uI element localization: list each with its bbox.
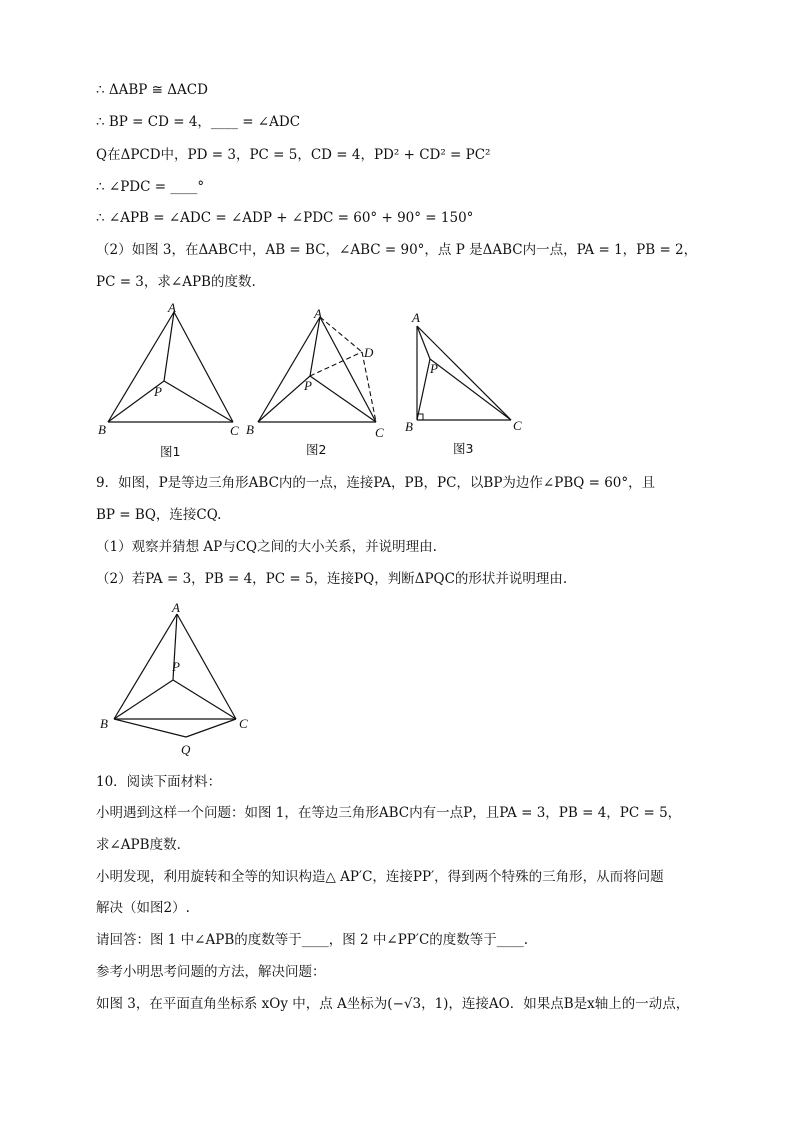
q9-line-2: BP = BQ，连接CQ. xyxy=(96,507,222,523)
fig3-label-b: B xyxy=(405,419,413,434)
fig1-label-p: P xyxy=(154,384,162,399)
q9-line-4: （2）若PA = 3，PB = 4，PC = 5，连接PQ，判断ΔPQC的形状并说明理由. xyxy=(96,571,568,587)
q9-label-b: B xyxy=(100,716,108,731)
fig1-label-b: B xyxy=(98,422,106,437)
figure-2 xyxy=(246,306,384,457)
fig3-label-c: C xyxy=(513,418,522,433)
q10-line-4: 小明发现，利用旋转和全等的知识构造△ AP′C，连接PP′，得到两个特殊的三角形，从而将问题 xyxy=(96,869,664,885)
q10-line-8: 如图 3，在平面直角坐标系 xOy 中，点 A坐标为(−√3，1)，连接AO．如果点B是x轴上的一动点， xyxy=(96,996,690,1012)
fig3-label-a: A xyxy=(412,310,420,325)
q9-figure xyxy=(96,598,266,760)
q9-line-1: 9．如图，P是等边三角形ABC内的一点，连接PA，PB，PC，以BP为边作∠PBQ = 60°，且 xyxy=(96,475,656,491)
q10-line-5: 解决（如图2）. xyxy=(96,900,190,916)
q9-label-a: A xyxy=(172,600,180,615)
fig3-label-p: P xyxy=(430,361,438,376)
proof-line-1: ∴ ΔABP ≅ ΔACD xyxy=(96,82,208,98)
fig1-label-a: A xyxy=(168,300,176,315)
figures-row xyxy=(96,300,536,462)
fig2-caption: 图2 xyxy=(306,442,327,457)
figure-3 xyxy=(405,310,522,456)
fig2-label-c: C xyxy=(375,425,384,440)
q9-label-p: P xyxy=(172,659,180,674)
proof-line-4: ∴ ∠PDC = ____° xyxy=(96,179,205,195)
fig2-label-a: A xyxy=(314,306,322,321)
q10-line-2: 小明遇到这样一个问题：如图 1，在等边三角形ABC内有一点P，且PA = 3，PB = 4，PC = 5， xyxy=(96,805,682,821)
q10-line-3: 求∠APB度数. xyxy=(96,837,181,853)
proof-line-2: ∴ BP = CD = 4，____ = ∠ADC xyxy=(96,114,301,130)
part2-line-1: （2）如图 3，在ΔABC中，AB = BC，∠ABC = 90°，点 P 是ΔABC内一点，PA = 1，PB = 2， xyxy=(96,242,698,258)
q9-line-3: （1）观察并猜想 AP与CQ之间的大小关系，并说明理由. xyxy=(96,539,437,555)
proof-line-3: Q在ΔPCD中，PD = 3，PC = 5，CD = 4，PD² + CD² = PC² xyxy=(96,147,491,163)
q10-line-7: 参考小明思考问题的方法，解决问题： xyxy=(96,964,326,980)
q10-line-1: 10．阅读下面材料： xyxy=(96,774,222,790)
fig1-caption: 图1 xyxy=(160,444,181,459)
proof-line-5: ∴ ∠APB = ∠ADC = ∠ADP + ∠PDC = 60° + 90° = 150° xyxy=(96,210,474,226)
fig2-label-d: D xyxy=(364,345,374,360)
part2-line-2: PC = 3，求∠APB的度数. xyxy=(96,274,256,290)
q10-line-6: 请回答：图 1 中∠APB的度数等于____，图 2 中∠PP′C的度数等于____. xyxy=(96,932,529,948)
fig2-label-p: P xyxy=(304,378,312,393)
fig3-caption: 图3 xyxy=(453,441,474,456)
fig2-label-b: B xyxy=(246,422,254,437)
q9-label-q: Q xyxy=(181,742,191,757)
figure-1 xyxy=(98,300,239,459)
q9-label-c: C xyxy=(239,716,248,731)
fig1-label-c: C xyxy=(230,423,239,438)
